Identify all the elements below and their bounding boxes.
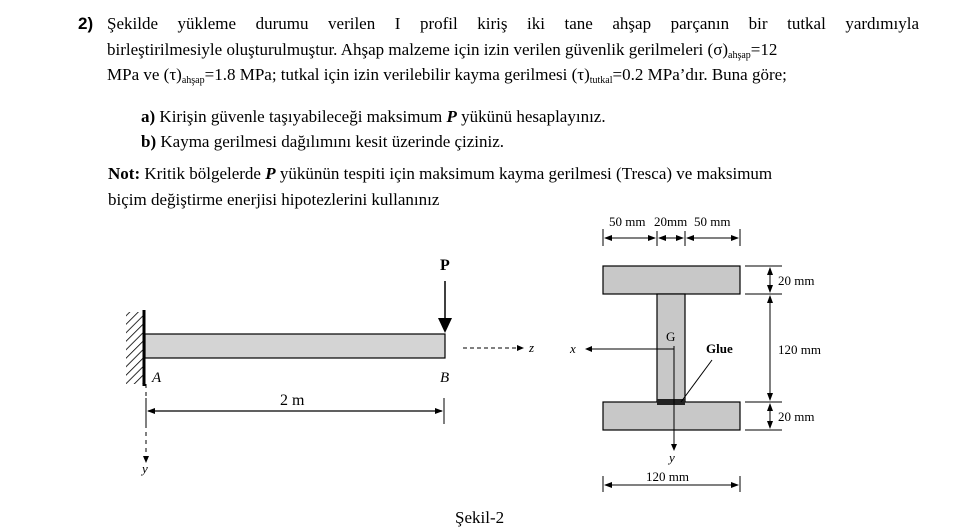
- glue-layer: [657, 399, 685, 405]
- bottom-flange: [603, 402, 740, 430]
- sub-ahsap: ahşap: [728, 50, 751, 61]
- glue-label: Glue: [706, 341, 733, 356]
- top-flange: [603, 266, 740, 294]
- right-dim-label-1: 20 mm: [778, 273, 815, 288]
- load-label: P: [440, 257, 450, 274]
- sub-tutkal: tutkal: [589, 75, 613, 86]
- bottom-dim-label: 120 mm: [646, 469, 689, 484]
- cantilever-beam-diagram: [126, 257, 534, 476]
- question-number: 2): [78, 14, 94, 33]
- right-dim-label-3: 20 mm: [778, 409, 815, 424]
- support-label-a: A: [152, 370, 162, 386]
- load-arrow-icon: [438, 318, 452, 333]
- sub-ahsap-2: ahşap: [181, 75, 205, 86]
- section-y-label: y: [669, 450, 675, 465]
- top-dim-label-1: 50 mm: [609, 214, 646, 229]
- beam-body: [145, 334, 445, 358]
- section-x-label: x: [570, 341, 576, 356]
- y-axis-label: y: [142, 461, 148, 476]
- web: [657, 294, 685, 402]
- i-section-diagram: [569, 214, 821, 492]
- note-line-1: Not: Kritik bölgelerde P yükünün tespiti için maksimum kayma gerilmesi (Tresca) ve maksimum: [108, 164, 773, 183]
- length-label: 2 m: [280, 392, 305, 409]
- question-line-1: Şekilde yükleme durumu verilen I profil kiriş iki tane ahşap parçanın bir tutkal yardımıyla: [107, 14, 919, 33]
- part-b: b) Kayma gerilmesi dağılımını kesit üzerinde çiziniz.: [141, 132, 505, 151]
- glue-leader: [681, 360, 712, 402]
- z-axis-label: z: [529, 340, 535, 355]
- question-line-2-text: birleştirilmesiyle oluşturulmuştur. Ahşap malzeme için izin verilen güvenlik gerilmeleri $(\sigma)_{ahşap}=12$: [107, 40, 778, 61]
- end-label-b: B: [440, 370, 450, 386]
- centroid-label: G: [666, 329, 676, 344]
- section-x-arrow-icon: [585, 346, 592, 352]
- figure-caption: Şekil-2: [455, 508, 505, 527]
- right-dim-label-2: 120 mm: [778, 342, 821, 357]
- fixed-support-hatch: [126, 312, 144, 384]
- question-line-3: MPa ve $(\tau)_{ahşap}=1.8$ MPa; tutkal için izin verilebilir kayma gerilmesi $(\tau)_{tutkal}=0.2$ MPa’dır. Buna göre;: [107, 65, 787, 86]
- z-axis-arrow-icon: [517, 345, 524, 351]
- top-dim-label-2: 20mm: [654, 214, 688, 229]
- top-dim-label-3: 50 mm: [694, 214, 731, 229]
- note-line-2: biçim değiştirme enerjisi hipotezlerini kullanınız: [108, 190, 440, 209]
- part-a: a) Kirişin güvenle taşıyabileceği maksimum P yükünü hesaplayınız.: [141, 107, 606, 126]
